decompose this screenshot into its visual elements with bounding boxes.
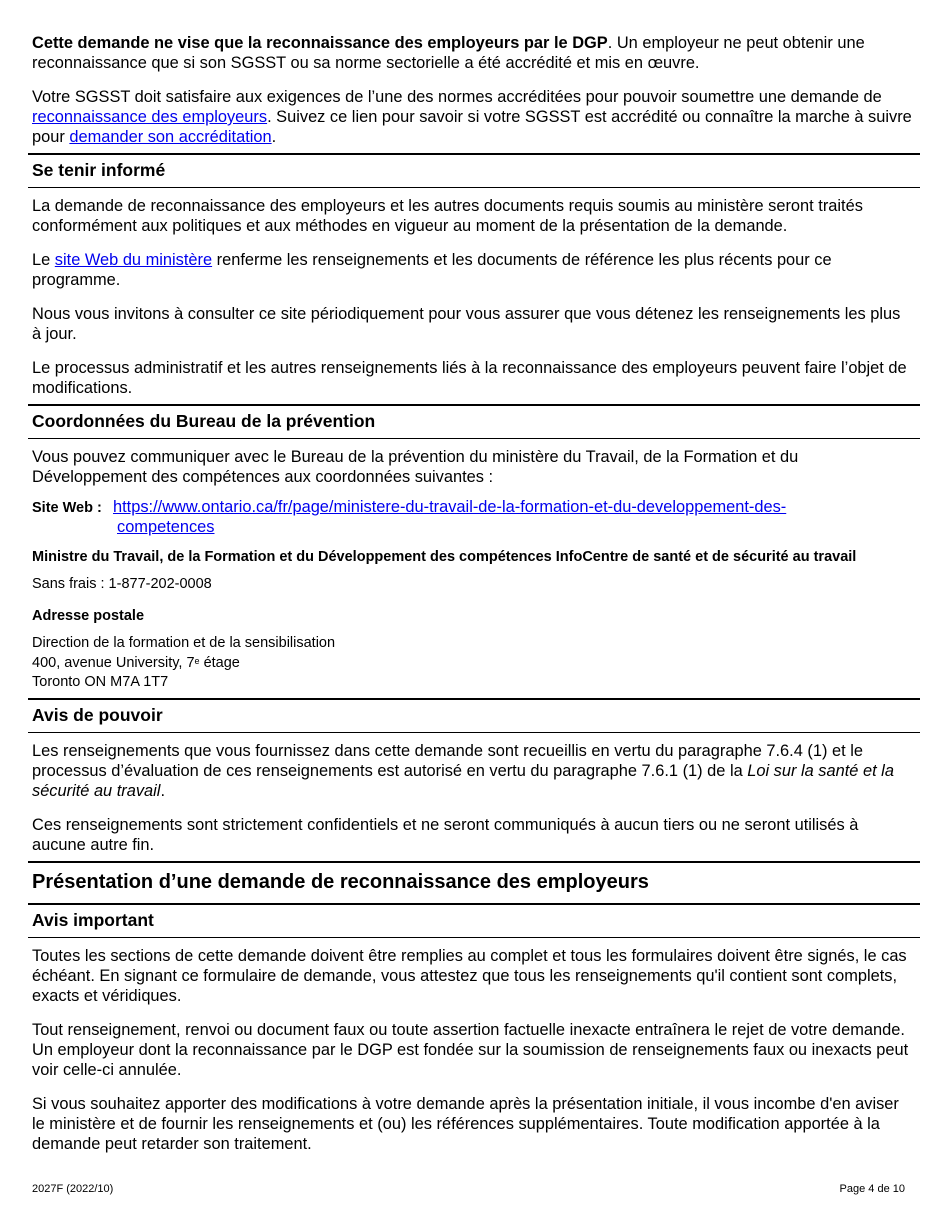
- address-superscript: e: [194, 655, 200, 666]
- address-line-1: Direction de la formation et de la sensibilisation: [32, 635, 336, 651]
- intro-text: . Suivez ce lien pour savoir si votre SGSST est accrédité ou connaître la marche à suivre pour: [32, 108, 912, 146]
- section-heading-important-notice: Avis important: [28, 905, 920, 938]
- ministry-name: Ministre du Travail, de la Formation et du Développement des compétences InfoCentre de santé et de sécurité au travail: [32, 549, 857, 565]
- section-heading-informed: Se tenir informé: [28, 153, 920, 188]
- notice-paragraph-2: Tout renseignement, renvoi ou document faux ou toute assertion factuelle inexacte entraînera le rejet de votre demande. Un employeur dont la reconnaissance par le DGP est fondée sur la soumission de renseignements faux ou inexacts peut voir celle-ci annulée.: [32, 1020, 909, 1079]
- section-heading-contact: Coordonnées du Bureau de la prévention: [28, 404, 920, 439]
- informed-text: Le: [32, 251, 55, 269]
- ministry-website-link[interactable]: site Web du ministère: [54, 251, 213, 269]
- authority-paragraph-1: [32, 741, 912, 801]
- act-title: Loi sur la santé et la sécurité au travail: [32, 761, 894, 800]
- notice-paragraph-1: Toutes les sections de cette demande doivent être remplies au complet et tous les formulaires doivent être signés, le cas échéant. En signant ce formulaire de demande, vous attestez que tous les renseignements qu'il contient sont complets, exacts et véridiques.: [32, 946, 907, 1005]
- url-line-1: https://www.ontario.ca/fr/page/ministere-du-travail-de-la-formation-et-du-developpement-des-: [113, 498, 787, 516]
- intro-text: . Un employeur ne peut obtenir une reconnaissance que si son SGSST ou sa norme sectorielle a été accrédité et mis en œuvre.: [32, 34, 865, 72]
- informed-paragraph-2: [32, 250, 912, 290]
- ontario-website-link[interactable]: [113, 497, 786, 537]
- postal-address: [32, 634, 912, 693]
- intro-text: .: [271, 128, 277, 146]
- intro-text: Votre SGSST doit satisfaire aux exigences de l’une des normes accréditées pour pouvoir soumettre une demande de: [32, 88, 882, 106]
- toll-free-number: Sans frais : 1-877-202-0008: [32, 576, 212, 592]
- notice-paragraph-3: Si vous souhaitez apporter des modifications à votre demande après la présentation initiale, il vous incombe d'en aviser le ministère et de fournir les renseignements et (ou) les références supplémentaires. Toute modification apportée à la demande peut retarder son traitement.: [32, 1094, 899, 1153]
- authority-text: .: [160, 781, 166, 800]
- authority-text: Les renseignements que vous fournissez dans cette demande sont recueillis en vertu du paragraphe 7.6.4 (1) et le processus d’évaluation de ces renseignements est autorisé en vertu du paragraphe 7.6.1 (1) de la: [32, 741, 863, 780]
- address-floor: étage: [199, 654, 240, 671]
- section-heading-submission: Présentation d’une demande de reconnaissance des employeurs: [28, 861, 920, 905]
- page-content: [32, 33, 912, 1154]
- address-line-3: Toronto ON M7A 1T7: [32, 674, 169, 690]
- request-accreditation-link[interactable]: demander son accréditation: [69, 128, 272, 146]
- authority-paragraph-2: Ces renseignements sont strictement confidentiels et ne seront communiqués à aucun tiers ou ne seront utilisés à aucune autre fin.: [32, 815, 859, 854]
- address-street: 400, avenue University, 7: [32, 654, 195, 671]
- form-number: 2027F (2022/10): [32, 1183, 114, 1195]
- postal-address-heading: Adresse postale: [32, 608, 145, 624]
- website-label: Site Web :: [32, 500, 102, 516]
- website-row: [32, 497, 912, 537]
- url-line-2: competences: [117, 518, 215, 536]
- informed-paragraph-4: Le processus administratif et les autres renseignements liés à la reconnaissance des employeurs peuvent faire l’objet de modifications.: [32, 359, 907, 397]
- section-heading-authority: Avis de pouvoir: [28, 698, 920, 733]
- address-line-2: [32, 654, 912, 674]
- informed-paragraph-1: La demande de reconnaissance des employeurs et les autres documents requis soumis au ministère seront traités conformément aux politiques et aux méthodes en vigueur au moment de la présentation de la demande.: [32, 197, 863, 235]
- intro-bold-text: Cette demande ne vise que la reconnaissance des employeurs par le DGP: [32, 34, 608, 52]
- contact-paragraph: Vous pouvez communiquer avec le Bureau de la prévention du ministère du Travail, de la Formation et du Développement des compétences aux coordonnées suivantes :: [32, 448, 799, 486]
- informed-text: renferme les renseignements et les documents de référence les plus récents pour ce programme.: [32, 251, 832, 289]
- intro-paragraph-2: [32, 87, 912, 147]
- intro-paragraph-1: [32, 33, 912, 73]
- employer-recognition-link[interactable]: reconnaissance des employeurs: [32, 108, 268, 126]
- page-number: Page 4 de 10: [839, 1183, 905, 1195]
- informed-paragraph-3: Nous vous invitons à consulter ce site périodiquement pour vous assurer que vous détenez les renseignements les plus à jour.: [32, 305, 901, 343]
